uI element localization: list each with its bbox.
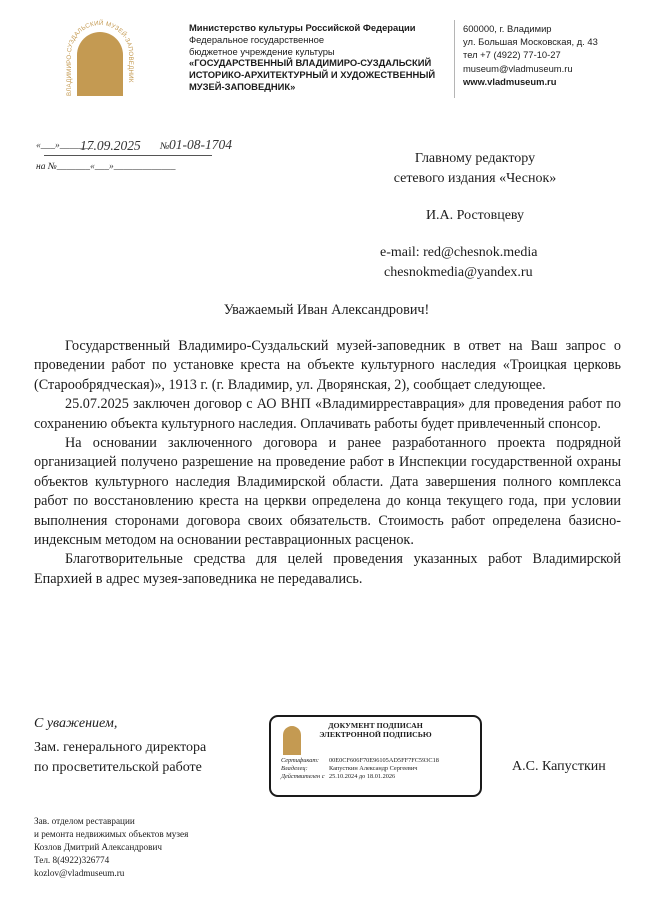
stamp-title-line-2: ЭЛЕКТРОННОЙ ПОДПИСЬЮ <box>319 730 432 739</box>
reference-date: 17.09.2025 <box>80 138 141 153</box>
museum-logo <box>64 18 136 98</box>
reference-number-label: № <box>160 141 170 152</box>
signer-position-line-1: Зам. генерального директора <box>34 740 207 755</box>
signer-name: А.С. Капусткин <box>512 759 606 774</box>
stamp-cert-label: Сертификат: <box>281 757 319 764</box>
recipient-name: И.А. Ростовцеву <box>425 208 525 223</box>
signer-position <box>34 738 206 778</box>
stamp-title-line-1: ДОКУМЕНТ ПОДПИСАН <box>328 721 423 730</box>
reference-line-2: на №_______«___»_____________ <box>36 162 176 172</box>
reference-line-1-prefix: «___»_______ <box>36 141 93 151</box>
org-name-1: «ГОСУДАРСТВЕННЫЙ ВЛАДИМИРО-СУЗДАЛЬСКИЙ <box>189 57 432 69</box>
contact-street: ул. Большая Московская, д. 43 <box>463 36 598 48</box>
stamp-valid-value: 25.10.2024 до 18.01.2026 <box>329 773 396 781</box>
executor-name: Козлов Дмитрий Александрович <box>34 842 163 852</box>
organization-block <box>189 22 439 93</box>
header-divider <box>454 20 455 98</box>
closing-regards: С уважением, <box>34 716 118 731</box>
org-ministry: Министерство культуры Российской Федерации <box>189 22 416 33</box>
electronic-signature-stamp <box>269 715 482 797</box>
contact-city: 600000, г. Владимир <box>463 23 552 34</box>
executor-email[interactable]: kozlov@vladmuseum.ru <box>34 868 125 878</box>
stamp-owner-value: Капусткин Александр Сергеевич <box>329 765 418 773</box>
contact-phone: тел +7 (4922) 77-10-27 <box>463 49 561 61</box>
reference-number: 01-08-1704 <box>169 137 232 152</box>
stamp-valid-label: Действителен с <box>281 773 325 781</box>
stamp-owner-label: Владелец: <box>281 765 308 773</box>
greeting: Уважаемый Иван Александрович! <box>223 302 430 318</box>
logo-arc-text: ВЛАДИМИРО-СУЗДАЛЬСКИЙ МУЗЕЙ-ЗАПОВЕДНИК <box>65 19 135 96</box>
recipient-email-2[interactable]: chesnokmedia@yandex.ru <box>384 265 533 280</box>
recipient-emails <box>380 243 538 283</box>
recipient-block <box>330 149 620 189</box>
org-name-3: МУЗЕЙ-ЗАПОВЕДНИК» <box>189 80 296 92</box>
stamp-cert-value: 00E0CF606F70E96105AD5FF7FC593C18 <box>329 757 439 764</box>
contact-website[interactable]: www.vladmuseum.ru <box>463 75 557 87</box>
reference-underline <box>44 155 212 156</box>
recipient-email-1[interactable]: e-mail: red@chesnok.media <box>380 245 538 260</box>
body-paragraph-1: Государственный Владимиро-Суздальский музей-заповедник в ответ на Ваш запрос о проведении работ по установке креста на объекте культурного наследия «Троицкая церковь (Старообрядческая)», 1913 г. (г. Владимир, ул. Дворянская, 2), сообщает следующее. <box>34 338 621 393</box>
org-type-2: бюджетное учреждение культуры <box>189 45 335 57</box>
executor-info <box>34 815 188 880</box>
body-paragraph-4: Благотворительные средства для целей проведения указанных работ Владимирской Епархией в адрес музея-заповедника не передавались. <box>34 551 621 587</box>
executor-phone: Тел. 8(4922)326774 <box>34 855 110 865</box>
executor-dept-2: и ремонта недвижимых объектов музея <box>34 829 189 839</box>
stamp-certificate-row <box>281 757 476 765</box>
executor-dept-1: Зав. отделом реставрации <box>34 816 135 826</box>
org-name-2: ИСТОРИКО-АРХИТЕКТУРНЫЙ И ХУДОЖЕСТВЕННЫЙ <box>189 69 436 81</box>
stamp-title <box>271 721 480 739</box>
stamp-validity-row <box>281 773 476 781</box>
body-paragraph-3: На основании заключенного договора и ранее разработанного проекта подрядной организацией получено разрешение на проведение работ в Инспекции государственной охраны объектов культурного наследия Владимирской области. Дата завершения полного комплекса работ по восстановлению креста на церкви определена до конца текущего года, при условии выполнения сторонами договора своих обязательств. Стоимость работ определена базисно-индексным методом на основании реставрационных расценок. <box>34 435 621 549</box>
stamp-details <box>281 757 476 782</box>
letter-body <box>34 337 621 589</box>
contacts-block <box>463 22 643 88</box>
contact-email[interactable]: museum@vladmuseum.ru <box>463 62 573 74</box>
signer-position-line-2: по просветительской работе <box>34 760 202 775</box>
body-paragraph-2: 25.07.2025 заключен договор с АО ВНП «Владимирреставрация» для проведения работ по сохранению объекта культурного наследия. Оплачивать работы будет привлеченный спонсор. <box>34 396 621 432</box>
recipient-publication: сетевого издания «Чеснок» <box>393 171 557 186</box>
recipient-title: Главному редактору <box>414 151 536 166</box>
stamp-owner-row <box>281 765 476 773</box>
org-type-1: Федеральное государственное <box>189 33 325 45</box>
